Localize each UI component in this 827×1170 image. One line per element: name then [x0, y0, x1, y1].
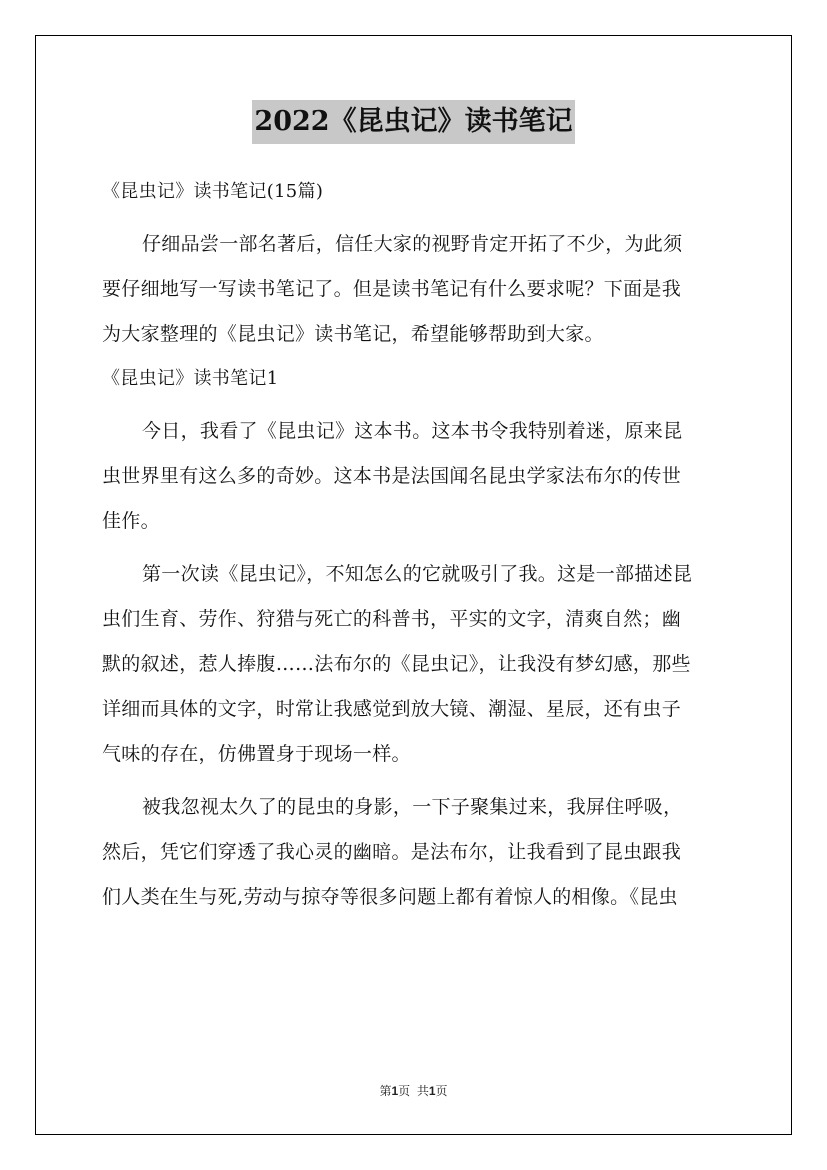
- paragraph-line: 佳作。: [102, 510, 160, 532]
- footer-total-prefix: 共: [416, 1084, 429, 1098]
- document-title: 2022《昆虫记》读书笔记: [252, 100, 574, 144]
- paragraph-line: 们人类在生与死,劳动与掠夺等很多问题上都有着惊人的相像。《昆虫: [102, 886, 678, 908]
- document-subtitle: 《昆虫记》读书笔记(15篇): [102, 181, 324, 202]
- paragraph-line: 气味的存在，仿佛置身于现场一样。: [102, 743, 411, 765]
- paragraph-line: 被我忽视太久了的昆虫的身影，一下子聚集过来，我屏住呼吸，: [142, 796, 683, 818]
- title-container: [0, 100, 827, 144]
- paragraph-line: 然后，凭它们穿透了我心灵的幽暗。是法布尔，让我看到了昆虫跟我: [102, 841, 682, 863]
- paragraph-line: 虫世界里有这么多的奇妙。这本书是法国闻名昆虫学家法布尔的传世: [102, 465, 682, 487]
- document-body: [102, 170, 728, 920]
- paragraph-line: 为大家整理的《昆虫记》读书笔记，希望能够帮助到大家。: [102, 323, 604, 345]
- paragraph-line: 仔细品尝一部名著后，信任大家的视野肯定开拓了不少，为此须: [142, 233, 683, 255]
- page-footer: [0, 1082, 827, 1099]
- paragraph-line: 第一次读《昆虫记》，不知怎么的它就吸引了我。这是一部描述昆: [142, 563, 693, 585]
- total-pages: 1: [428, 1084, 436, 1098]
- intro-paragraph: [102, 222, 728, 357]
- paragraph-3: [102, 785, 728, 920]
- paragraph-2: [102, 552, 728, 777]
- paragraph-line: 默的叙述，惹人捧腹……法布尔的《昆虫记》，让我没有梦幻感，那些: [102, 653, 691, 675]
- paragraph-1: [102, 409, 728, 544]
- paragraph-line: 虫们生育、劳作、狩猎与死亡的科普书，平实的文字，清爽自然；幽: [102, 608, 682, 630]
- paragraph-line: 详细而具体的文字，时常让我感觉到放大镜、潮湿、星辰，还有虫子: [102, 698, 682, 720]
- paragraph-line: 要仔细地写一写读书笔记了。但是读书笔记有什么要求呢？下面是我: [102, 278, 682, 300]
- footer-prefix: 第: [379, 1084, 392, 1098]
- section-heading: 《昆虫记》读书笔记1: [102, 368, 279, 389]
- paragraph-line: 今日，我看了《昆虫记》这本书。这本书令我特别着迷，原来昆: [142, 420, 683, 442]
- footer-total-unit: 页: [435, 1084, 448, 1098]
- footer-page-unit: 页: [398, 1084, 411, 1098]
- page-number: 1: [391, 1084, 399, 1098]
